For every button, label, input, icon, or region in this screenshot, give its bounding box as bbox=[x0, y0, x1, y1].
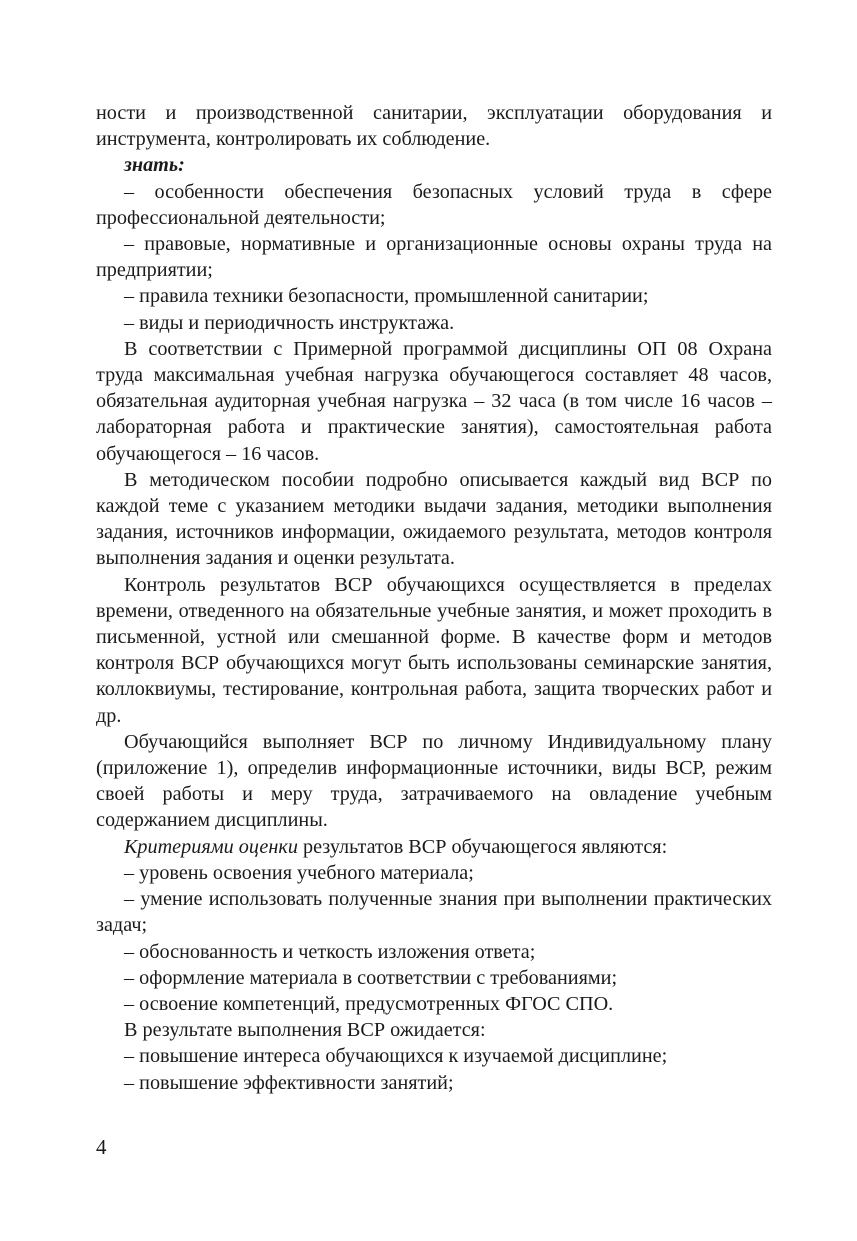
list-item: – освоение компетенций, предусмотренных ФГОС СПО. bbox=[124, 992, 614, 1015]
paragraph-continuation: ности и производственной санитарии, эксплуатации оборудования и инструмента, контролировать их соблюдение. bbox=[96, 102, 772, 151]
list-item: – умение использовать полученные знания при выполнении практических задач; bbox=[96, 888, 772, 937]
list-item: – обоснованность и четкость изложения ответа; bbox=[124, 940, 536, 963]
list-item: – повышение эффективности занятий; bbox=[124, 1071, 454, 1094]
list-item: – правила техники безопасности, промышленной санитарии; bbox=[124, 285, 649, 308]
section-heading-know: знать: bbox=[124, 154, 185, 177]
paragraph: Контроль результатов ВСР обучающихся осуществляется в пределах времени, отведенного на обязательные учебные занятия, и может проходить в письменной, устной или смешанной форме. В качестве форм и методов контроля ВСР обучающихся могут быть использованы семинарские занятия, коллоквиумы, тестирование, контрольная работа, защита творческих работ и др. bbox=[96, 573, 772, 727]
list-item: – правовые, нормативные и организационные основы охраны труда на предприятии; bbox=[96, 233, 772, 282]
paragraph: В результате выполнения ВСР ожидается: bbox=[124, 1019, 486, 1042]
paragraph-text: результатов ВСР обучающегося являются: bbox=[297, 835, 668, 858]
paragraph: В методическом пособии подробно описывается каждый вид ВСР по каждой теме с указанием методики выдачи задания, методики выполнения задания, источников информации, ожидаемого результата, методов контроля выполнения задания и оценки результата. bbox=[96, 468, 772, 570]
paragraph: Обучающийся выполняет ВСР по личному Индивидуальному плану (приложение 1), определив информационные источники, виды ВСР, режим своей работы и меру труда, затрачиваемого на овладение учебным содержанием дисциплины. bbox=[96, 730, 772, 832]
list-item: – оформление материала в соответствии с требованиями; bbox=[124, 966, 618, 989]
list-item: – уровень освоения учебного материала; bbox=[124, 861, 474, 884]
paragraph: В соответствии с Примерной программой дисциплины ОП 08 Охрана труда максимальная учебная нагрузка обучающегося составляет 48 часов, обязательная аудиторная учебная нагрузка – 32 часа (в том числе 16 часов – лабораторная работа и практические занятия), самостоятельная работа обучающегося – 16 часов. bbox=[96, 337, 772, 465]
list-item: – особенности обеспечения безопасных условий труда в сфере профессиональной деятельности; bbox=[96, 180, 772, 229]
paragraph-criteria bbox=[96, 834, 772, 860]
list-item: – виды и периодичность инструктажа. bbox=[124, 311, 455, 334]
page-body bbox=[96, 100, 772, 1096]
page-number: 4 bbox=[96, 1135, 107, 1159]
italic-term: Критериями оценки bbox=[124, 835, 298, 858]
list-item: – повышение интереса обучающихся к изучаемой дисциплине; bbox=[124, 1045, 668, 1068]
